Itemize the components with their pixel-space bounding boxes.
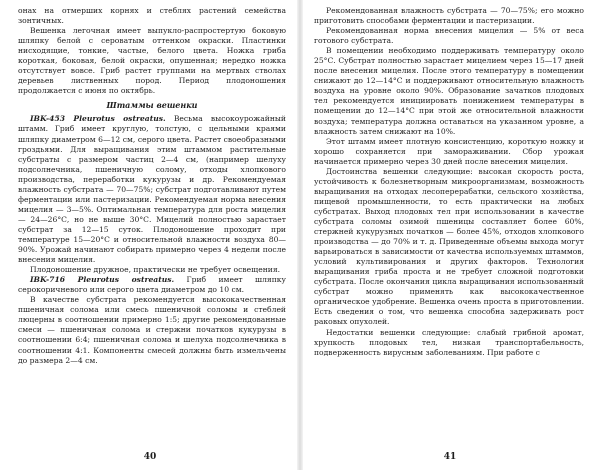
right-paragraph-3: В помещении необходимо поддерживать температуру около 25°С. Субстрат полностью зарастает мицелием через 15—17 дней после внесения мицелия. После этого температуру в помещении снижают до 12—14°С и поддерживают относительную влажность воздуха на уровне около 90%. Образование зачатков плодовых тел рекомендуется инициировать понижением температуры в помещении до 12—14°С при этой же относительной влажности воздуха; температура должна оставаться на указанном уровне, а влажность затем снижают на 10%. xyxy=(314,46,584,136)
right-page xyxy=(300,0,600,470)
page-number-left: 40 xyxy=(143,452,157,462)
strain-2-text: Гриб имеет шляпку серокоричневого или серого цвета диаметром до 10 см. xyxy=(18,275,286,295)
strain-1-paragraph xyxy=(18,114,286,265)
left-paragraph-1: Вешенка легочная имеет выпукло-распростертую боковую шляпку белой с сероватым оттенком окраски. Пластинки нисходящие, тонкие, частые, белого цвета. Ножка гриба короткая, боковая, белой окраски, опушенная; нередко ножка отсутствует вовсе. Гриб растет группами на мертвых стволах деревьев лиственных пород. Период плодоношения продолжается с июня по октябрь. xyxy=(18,26,286,96)
right-paragraph-2: Рекомендованная норма внесения мицелия — 5% от веса готового субстрата. xyxy=(314,26,584,46)
strain-2-paragraph xyxy=(18,275,286,295)
right-paragraph-6: Недостатки вешенки следующие: слабый грибной аромат, хрупкость плодовых тел, низкая транспортабельность, подверженность вирусным заболеваниям. При работе с xyxy=(314,327,584,357)
page-number-right: 41 xyxy=(443,452,457,462)
right-paragraph-5: Достоинства вешенки следующие: высокая скорость роста, устойчивость к болезнетворным микроорганизмам, возможность выращивания на отходах лесоперерабатки, сельского хозяйства, пищевой промышленности, то есть практически на любых субстратах. Выход плодовых тел при использовании в качестве субстрата соломы озимой пшеницы составляет более 60%, стержней кукурузных початков — более 45%, отходов хлопкового производства — до 70% и т. д. Приведенные объемы выхода могут варьироваться в зависимости от качества используемых штаммов, условий культивирования и других факторов. Технология выращивания гриба проста и не требует сложной подготовки субстрата. После окончания цикла выращивания использованный субстрат можно применять как высококачественное органическое удобрение. Вешенка очень проста в приготовлении. Есть сведения о том, что вешенка способна задерживать рост раковых опухолей. xyxy=(314,166,584,327)
right-paragraph-4: Этот штамм имеет плотную консистенцию, короткую ножку и хорошо сохраняется при замораживании. Сбор урожая начинается примерно через 30 дней после внесения мицелия. xyxy=(314,136,584,166)
strain-2-name: IBK-716 Pleurotus ostreatus. xyxy=(30,275,175,285)
strain-1-name: IBK-453 Pleurotus ostreatus. xyxy=(30,114,166,124)
section-heading: Штаммы вешенки xyxy=(106,100,198,111)
left-continuation-text: онах на отмерших корнях и стеблях растений семейства зонтичных. xyxy=(18,6,286,26)
left-paragraph-3: В качестве субстрата рекомендуется высококачественная пшеничная солома или смесь пшеничной соломы и стеблей люцерны в соотношении примерно 1:5; другие рекомендованные смеси — пшеничная солома и стержни початков кукурузы в соотношении 6:4; пшеничная солома и шелуха подсолнечника в соотношении 4:1. Компоненты смесей должны быть измельчены до размера 2—4 см. xyxy=(18,295,286,365)
left-paragraph-2: Плодоношение дружное, практически не требует освещения. xyxy=(30,265,281,275)
strain-1-text: Весьма высокоурожайный штамм. Гриб имеет круглую, толстую, с цельными краями шляпку диаметром 6—12 см, серого цвета. Растет своеобразными гроздьями. Для выращивания этим штаммом растительные субстраты с размером частиц 2—4 см, (например шелуху подсолнечника, пшеничную солому, отходы хлопкового производства, переработки кукурузы и др. Рекомендуемая влажность субстрата — 70—75%; субстрат подготавливают путем ферментации или пастеризации. Рекомендуемая норма внесения мицелия — 3—5%. Оптимальная температура для роста мицелия — 24—26°С, но не выше 30°С. Мицелий полностью зарастает субстрат за 12—15 суток. Плодоношение проходит при температуре 15—20°С и относительной влажности воздуха 80—90%. Урожай начинают собирать примерно через 4 недели после внесения мицелия. xyxy=(18,114,286,265)
right-paragraph-1: Рекомендованная влажность субстрата — 70—75%; его можно приготовить способами ферментации и пастеризации. xyxy=(314,6,584,26)
